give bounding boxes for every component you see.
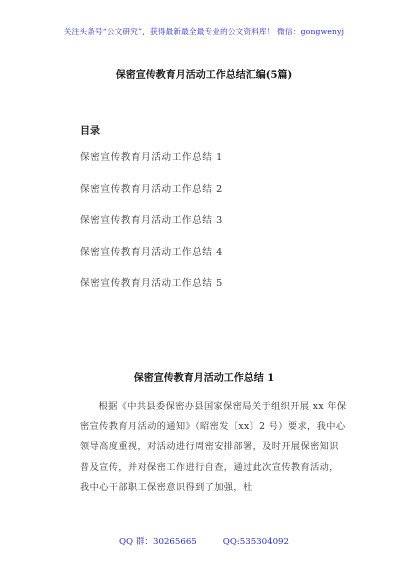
table-of-contents <box>80 150 223 308</box>
toc-item[interactable]: 保密宣传教育月活动工作总结 2 <box>80 183 223 195</box>
section-title: 保密宣传教育月活动工作总结 1 <box>133 373 275 384</box>
toc-item[interactable]: 保密宣传教育月活动工作总结 5 <box>80 278 223 290</box>
section-body-paragraph: 根据《中共县委保密办县国家保密局关于组织开展 xx 年保密宣传教育月活动的通知》（昭密发〔xx〕2 号）要求，我中心领导高度重视，对活动进行周密安排部署，及时开展保密知识普及宣传，并对保密工作进行自查，通过此次宣传教育活动，我中心干部职工保密意识得到了加强，杜 <box>80 401 347 493</box>
qq-number-text: QQ:535304092 <box>222 537 289 547</box>
document-title: 保密宣传教育月活动工作总结汇编(5篇) <box>115 70 293 81</box>
toc-item[interactable]: 保密宣传教育月活动工作总结 3 <box>80 215 223 227</box>
toc-item[interactable]: 保密宣传教育月活动工作总结 4 <box>80 246 223 258</box>
toc-heading: 目录 <box>80 126 100 137</box>
qq-group-text: QQ 群：30265665 <box>119 537 197 547</box>
header-banner: 关注头条号“公文研究”，获得最新最全最专业的公文资料库！ 微信：gongwenyj <box>63 27 345 36</box>
footer-contact <box>0 535 408 547</box>
toc-item[interactable]: 保密宣传教育月活动工作总结 1 <box>80 152 223 163</box>
